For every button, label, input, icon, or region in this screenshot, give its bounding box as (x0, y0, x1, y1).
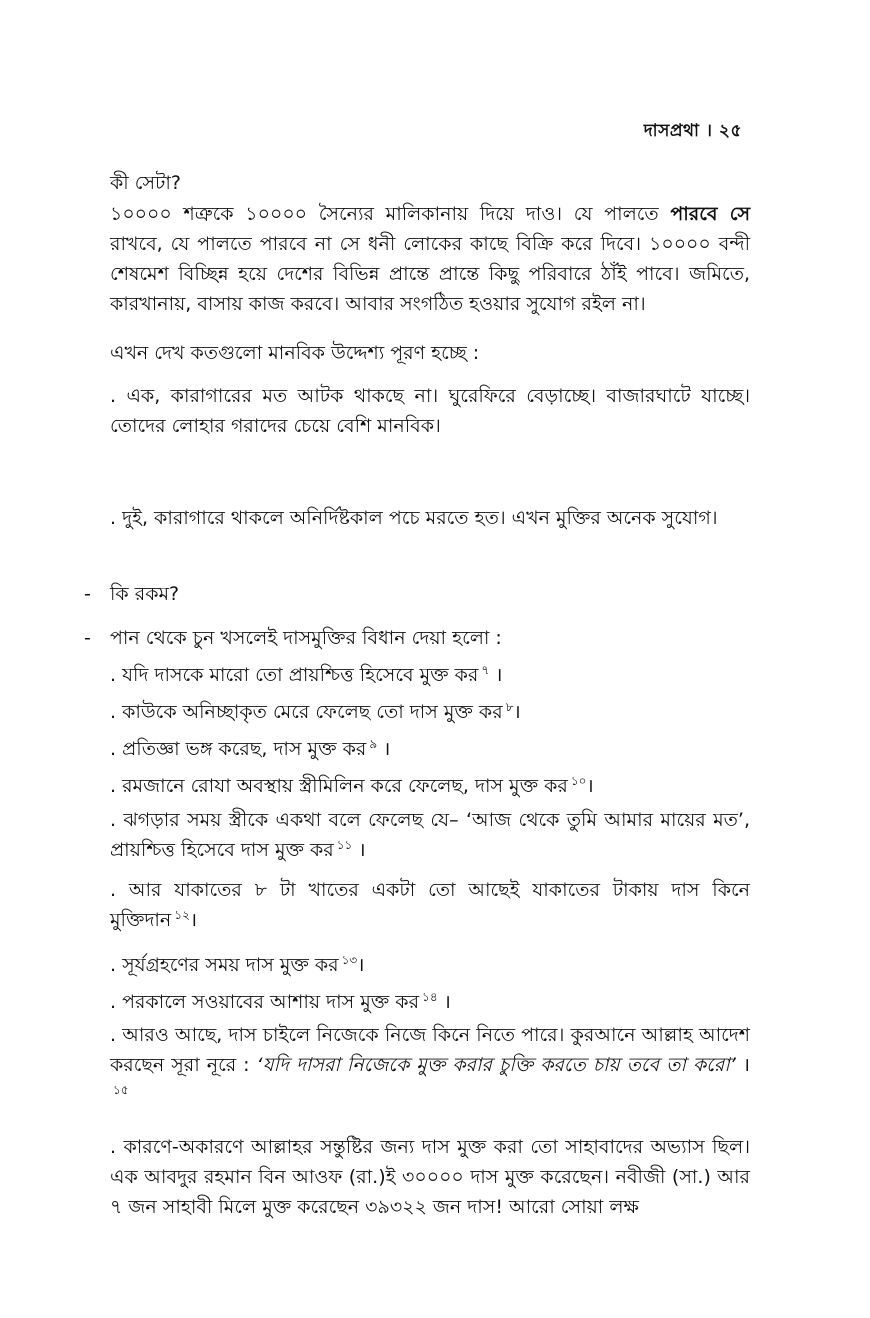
footnote-ref: ১১ (336, 837, 353, 852)
point-two: . দুই, কারাগারে থাকলে অনির্দিষ্টকাল পচে মরতে হত। এখন মুক্তির অনেক সুযোগ। (110, 507, 718, 529)
question-line: কী সেটা? (110, 172, 181, 194)
page-number: ২৫ (718, 121, 742, 141)
dash-marker: - (84, 627, 91, 649)
footnote-ref: ১৫ (113, 1082, 129, 1097)
footnote-ref: ১৩ (341, 952, 358, 967)
quran-quote: ‘যদি দাসরা নিজেকে মুক্ত করার চুক্তি করতে চায় তবে তা করো’ (256, 1054, 736, 1076)
list-item: . পরকালে সওয়াবের আশায় দাস মুক্ত কর $^{১৪}$ । (110, 989, 451, 1013)
point-one: . এক, কারাগারের মত আটক থাকছে না। ঘুরেফিরে বেড়াচ্ছে। বাজারঘাটে যাচ্ছে। তোদের লোহার গরাদের চেয়ে বেশি মানবিক। (110, 385, 750, 437)
paragraph-distribution-bold: পারবে সে (670, 203, 750, 225)
list-item: . প্রতিজ্ঞা ভঙ্গ করেছ, দাস মুক্ত কর $^৯$ । (110, 736, 391, 760)
paragraph-self-purchase: . আরও আছে, দাস চাইলে নিজেকে নিজে কিনে নিতে পারে। কুরআনে আল্লাহ আদেশ করছেন সূরা নূরে : ‘যদি দাসরা নিজেকে মুক্ত করার চুক্তি করতে চায় তবে তা করো’ ।$^{১৫}$ (110, 1024, 751, 1097)
dialogue-answer: পান থেকে চুন খসলেই দাসমুক্তির বিধান দেয়া হলো : (110, 627, 502, 649)
list-item: . ঝগড়ার সময় স্ত্রীকে একথা বলে ফেলেছ যে– ‘আজ থেকে তুমি আমার মায়ের মত’, প্রায়শ্চিত্ত হিসেবে দাস মুক্ত কর $^{১১}$ । (110, 809, 750, 861)
footnote-ref: ১০ (570, 773, 587, 788)
paragraph-distribution (110, 199, 750, 319)
dash-marker: - (84, 583, 91, 605)
list-item: . আর যাকাতের ৮ টা খাতের একটা তো আছেই যাকাতের টাকায় দাস কিনে মুক্তিদান $^{১২}$। (110, 879, 750, 931)
paragraph-distribution-part1: ১০০০০ শত্রুকে ১০০০০ সৈন্যের মালিকানায় দিয়ে দাও। যে পালতে (110, 203, 671, 225)
footnote-ref: ৯ (369, 736, 378, 751)
footnote-ref: ৮ (505, 699, 514, 714)
footnote-ref: ১৪ (422, 989, 438, 1004)
list-item: . যদি দাসকে মারো তো প্রায়শ্চিত্ত হিসেবে মুক্ত কর $^৭$ । (110, 662, 503, 686)
paragraph-humane-purposes: এখন দেখ কতগুলো মানবিক উদ্দেশ্য পূরণ হচ্ছে : (110, 342, 480, 364)
list-item: . রমজানে রোযা অবস্থায় স্ত্রীমিলিন করে ফেলেছ, দাস মুক্ত কর $^{১০}$। (110, 773, 594, 797)
paragraph-distribution-part2: রাখবে, যে পালতে পারবে না সে ধনী লোকের কাছে বিক্রি করে দিবে। ১০০০০ বন্দী শেষমেশ বিচ্ছিন্ন হয়ে দেশের বিভিন্ন প্রান্তে প্রান্তে কিছু পরিবারে ঠাঁই পাবে। জমিতে, কারখানায়, বাসায় কাজ করবে। আবার সংগঠিত হওয়ার সুযোগ রইল না। (110, 233, 750, 315)
paragraph-companions: . কারণে-অকারণে আল্লাহর সন্তুষ্টির জন্য দাস মুক্ত করা তো সাহাবাদের অভ্যাস ছিল। এক আবদুর রহমান বিন আওফ (রা.)ই ৩০০০০ দাস মুক্ত করেছেন। নবীজী (সা.) আর ৭ জন সাহাবী মিলে মুক্ত করেছেন ৩৯৩২২ জন দাস! আরো সোয়া লক্ষ (110, 1136, 750, 1218)
footnote-ref: ১২ (174, 907, 190, 922)
footnote-ref: ৭ (481, 662, 490, 677)
header-separator: । (705, 121, 713, 141)
list-item: . কাউকে অনিচ্ছাকৃত মেরে ফেলেছ তো দাস মুক্ত কর $^৮$। (110, 699, 521, 723)
running-title: দাসপ্রথা (643, 121, 700, 141)
list-item: . সূর্যগ্রহণের সময় দাস মুক্ত কর $^{১৩}$। (110, 952, 365, 976)
running-header (644, 118, 742, 146)
dialogue-question: কি রকম? (110, 583, 180, 605)
